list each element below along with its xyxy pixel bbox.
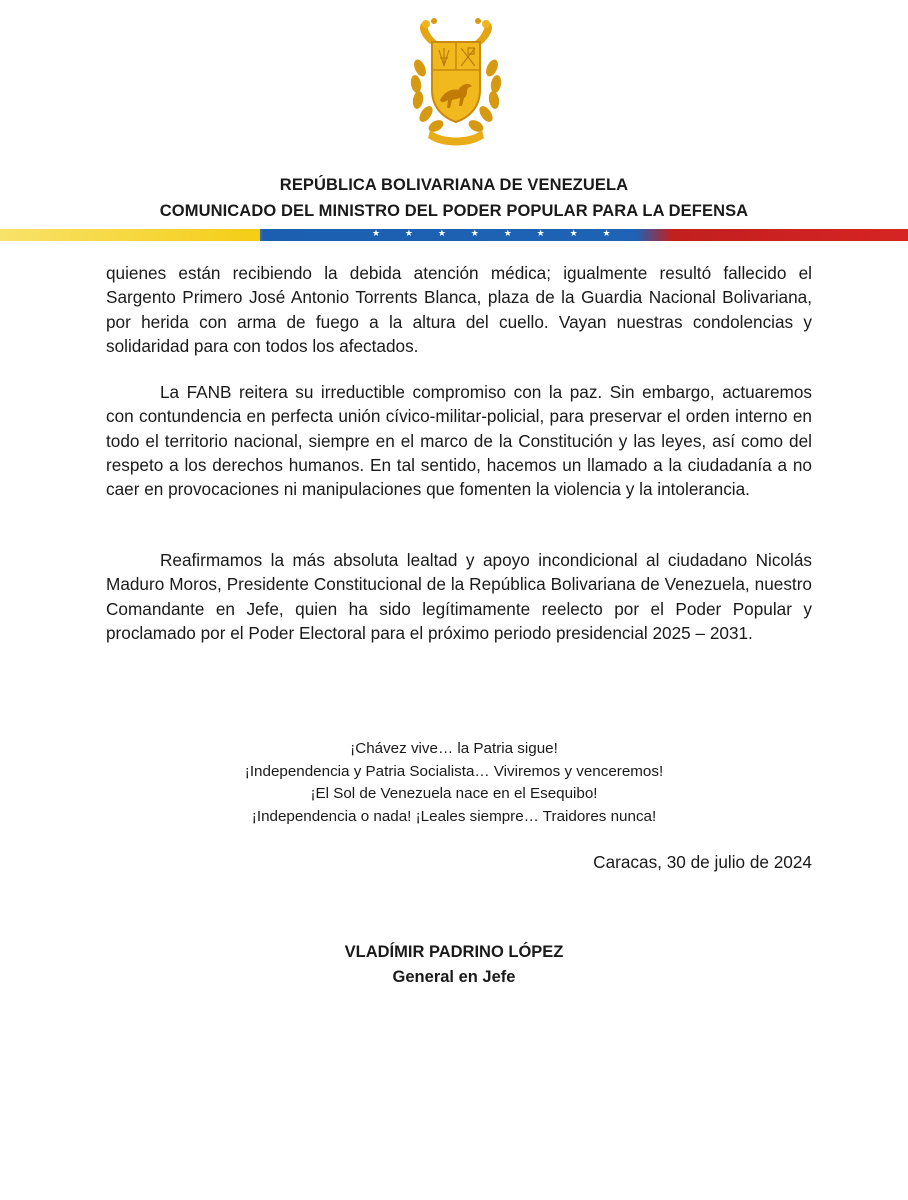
slogan-line: ¡El Sol de Venezuela nace en el Esequibo! [310, 785, 598, 803]
signatory-title: General en Jefe [392, 968, 516, 986]
slogan-line: ¡Independencia o nada! ¡Leales siempre… Traidores nunca! [251, 807, 657, 825]
slogan-line: ¡Independencia y Patria Socialista… Viviremos y venceremos! [244, 762, 664, 780]
flag-yellow-stripe [0, 229, 260, 241]
paragraph-1: quienes están recibiendo la debida atención médica; igualmente resultó fallecido el Sargento Primero José Antonio Torrents Blanca, plaza de la Guardia Nacional Bolivariana, por herida con arma de fuego a la altura del cuello. Vayan nuestras condolencias y solidaridad para con todos los afectados. [106, 263, 812, 356]
slogan-line: ¡Chávez vive… la Patria sigue! [350, 740, 558, 757]
coat-of-arms-icon [396, 12, 516, 152]
header-subtitle: COMUNICADO DEL MINISTRO DEL PODER POPULAR PARA LA DEFENSA [159, 202, 749, 220]
header-title: REPÚBLICA BOLIVARIANA DE VENEZUELA [279, 176, 629, 194]
paragraph-3: Reafirmamos la más absoluta lealtad y apoyo incondicional al ciudadano Nicolás Maduro Moros, Presidente Constitucional de la República Bolivariana de Venezuela, nuestro Comandante en Jefe, quien ha sido legítimamente reelecto por el Poder Popular y proclamado por el Poder Electoral para el próximo periodo presidencial 2025 – 2031. [106, 550, 812, 643]
stars-icon: ★ ★ ★ ★ ★ ★ ★ ★ [372, 229, 622, 239]
signatory-name: VLADÍMIR PADRINO LÓPEZ [344, 943, 564, 961]
paragraph-2: La FANB reitera su irreductible compromiso con la paz. Sin embargo, actuaremos con contundencia en perfecta unión cívico-militar-policial, para preservar el orden interno en todo el territorio nacional, siempre en el marco de la Constitución y las leyes, así como del respeto a los derechos humanos. En tal sentido, hacemos un llamado a la ciudadanía a no caer en provocaciones ni manipulaciones que fomenten la violencia y la intolerancia. [106, 382, 812, 500]
date-location: Caracas, 30 de julio de 2024 [593, 852, 812, 872]
flag-color-bar [0, 229, 908, 241]
slogans-block [0, 738, 908, 828]
